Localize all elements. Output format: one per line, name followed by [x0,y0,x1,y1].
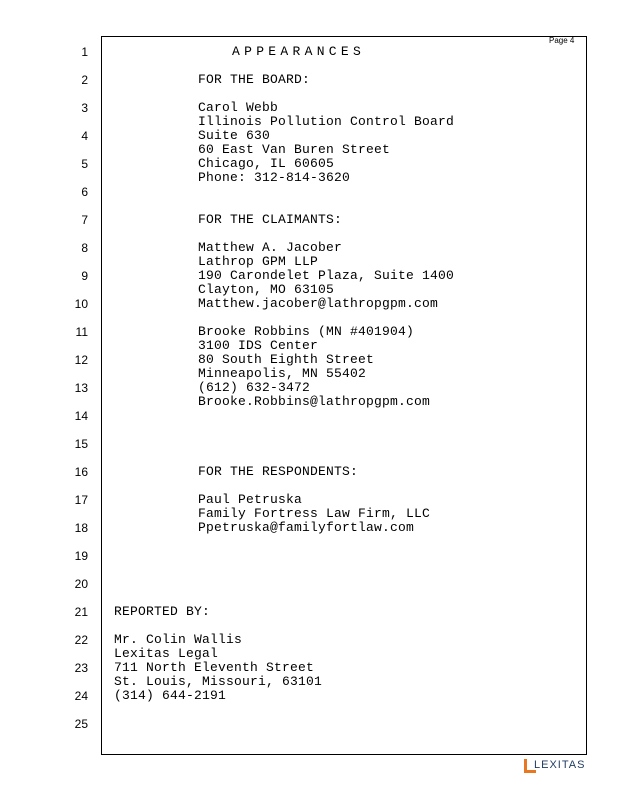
line-number: 18 [74,521,88,535]
line-number: 24 [74,689,88,703]
board-line: Carol Webb [198,100,279,115]
line-number: 11 [75,325,88,339]
line-number: 19 [74,549,88,563]
reporter-line: Lexitas Legal [114,646,219,661]
line-number: 2 [81,73,88,87]
line-number: 14 [74,409,88,423]
line-number: 4 [81,129,88,143]
page-number: Page 4 [549,36,575,45]
line-number: 15 [74,437,88,451]
claimant-attorney-line: Brooke Robbins (MN #401904) [198,324,415,339]
claimant-attorney-line: Minneapolis, MN 55402 [198,366,367,381]
claimant-attorney-line: (612) 632-3472 [198,380,311,395]
board-line: Phone: 312-814-3620 [198,170,351,185]
reporter-line: St. Louis, Missouri, 63101 [114,674,323,689]
line-number: 7 [81,213,88,227]
line-number: 9 [81,269,88,283]
reporter-heading: REPORTED BY: [114,604,211,619]
claimant-attorney-line: Lathrop GPM LLP [198,254,319,269]
line-number: 10 [74,297,88,311]
board-line: Suite 630 [198,128,271,143]
reporter-line: 711 North Eleventh Street [114,660,315,675]
line-number: 1 [81,45,88,59]
line-number: 6 [81,185,88,199]
respondent-attorney-email: Ppetruska@familyfortlaw.com [198,520,415,535]
respondent-attorney-line: Paul Petruska [198,492,303,507]
claimant-attorney-line: 3100 IDS Center [198,338,319,353]
line-number: 25 [74,717,88,731]
claimant-attorney-email: Brooke.Robbins@lathropgpm.com [198,394,431,409]
respondents-heading: FOR THE RESPONDENTS: [198,464,359,479]
board-line: 60 East Van Buren Street [198,142,391,157]
claimant-attorney-line: 80 South Eighth Street [198,352,375,367]
line-number: 12 [74,353,88,367]
reporter-line: Mr. Colin Wallis [114,632,243,647]
line-number: 22 [74,633,88,647]
board-heading: FOR THE BOARD: [198,72,311,87]
respondent-attorney-line: Family Fortress Law Firm, LLC [198,506,431,521]
line-number: 16 [74,465,88,479]
claimant-attorney-line: 190 Carondelet Plaza, Suite 1400 [198,268,455,283]
line-number: 8 [81,241,88,255]
board-line: Chicago, IL 60605 [198,156,335,171]
reporter-line: (314) 644-2191 [114,688,227,703]
line-number: 20 [74,577,88,591]
line-number: 17 [74,493,88,507]
page-title: APPEARANCES [232,44,366,59]
board-line: Illinois Pollution Control Board [198,114,455,129]
lexitas-logo [523,756,593,776]
line-number: 5 [81,157,88,171]
claimants-heading: FOR THE CLAIMANTS: [198,212,343,227]
line-number: 13 [74,381,88,395]
claimant-attorney-email: Matthew.jacober@lathropgpm.com [198,296,439,311]
line-number: 23 [74,661,88,675]
lexitas-logo-text: LEXITAS [534,759,586,771]
claimant-attorney-line: Matthew A. Jacober [198,240,343,255]
line-number: 21 [74,605,88,619]
line-number: 3 [81,101,88,115]
claimant-attorney-line: Clayton, MO 63105 [198,282,335,297]
